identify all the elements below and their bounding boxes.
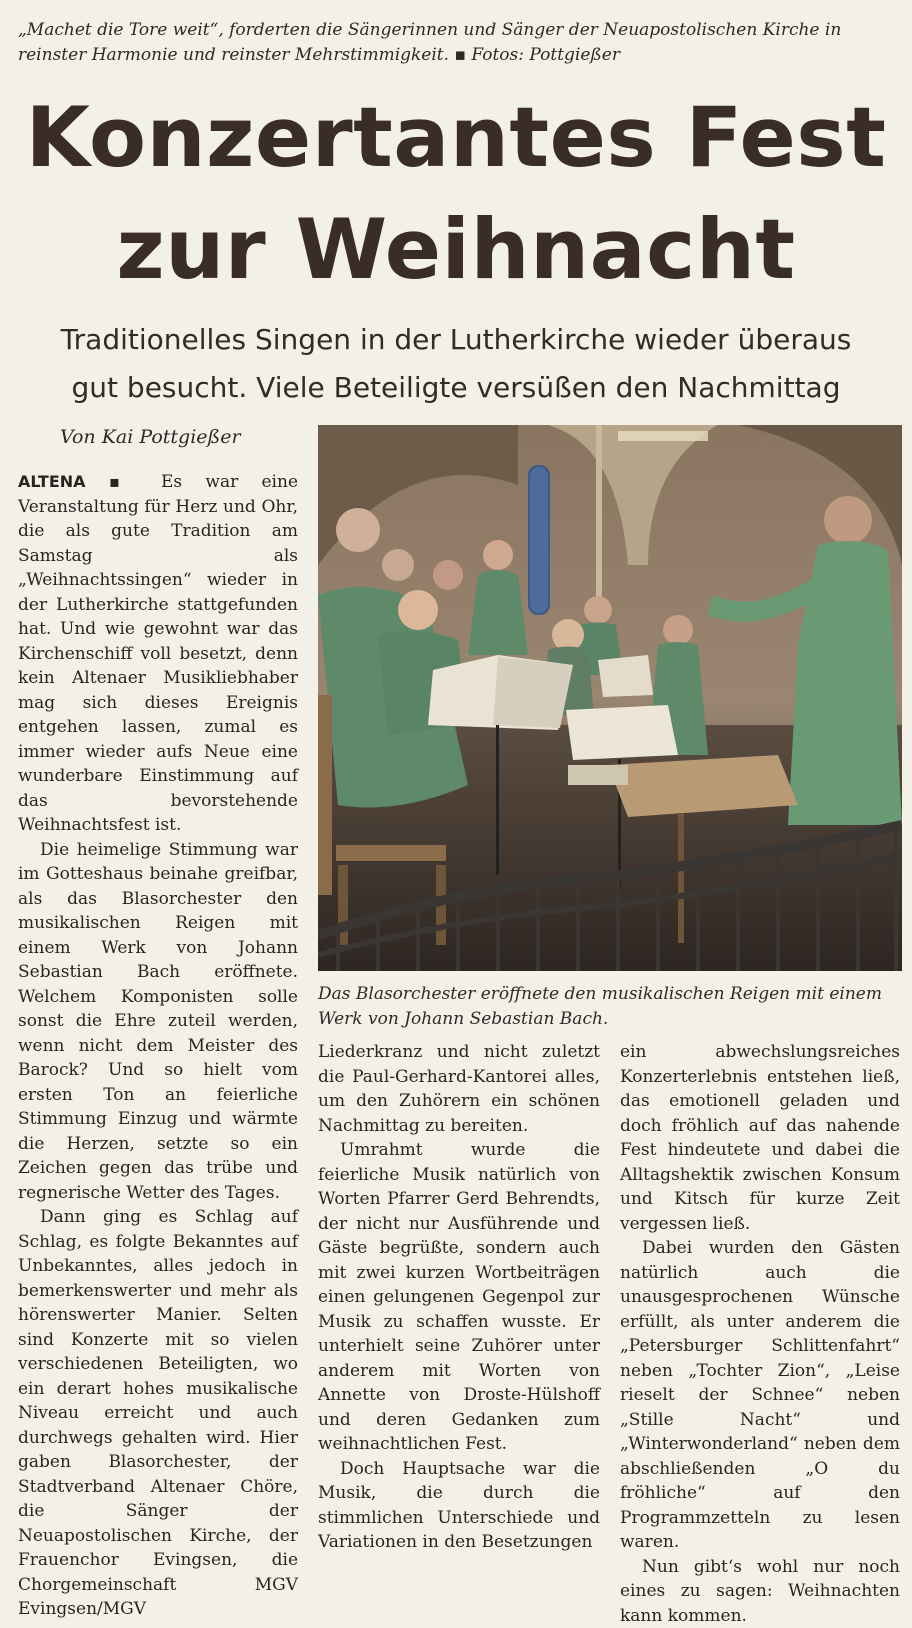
article-paragraph: Umrahmt wurde die feierliche Musik natürlich von Worten Pfarrer Gerd Behrendts, der nicht nur Ausführende und Gäste begrüßte, sondern auch mit zwei kurzen Wortbeiträgen einen gelungenen Gegenpol zur Musik zu schaffen wusste. Er unterhielt seine Zuhörer unter anderem mit Worten von Annette von Droste-Hülshoff und deren Gedanken zum weihnachtlichen Fest. bbox=[318, 1138, 600, 1457]
headline bbox=[0, 82, 912, 306]
headline-line-2: zur Weihnacht bbox=[0, 194, 912, 306]
article-paragraph: Doch Hauptsache war die Musik, die durch die stimmlichen Unterschiede und Variationen in den Besetzungen bbox=[318, 1457, 600, 1555]
article-column-3 bbox=[620, 1040, 900, 1628]
headline-line-1: Konzertantes Fest bbox=[0, 82, 912, 194]
article-column-1 bbox=[18, 470, 298, 1622]
article-paragraph: Nun gibt‘s wohl nur noch eines zu sagen: Weihnachten kann kommen. bbox=[620, 1555, 900, 1628]
byline: Von Kai Pottgießer bbox=[60, 426, 241, 448]
article-column-2 bbox=[318, 1040, 600, 1555]
article-paragraph: Dann ging es Schlag auf Schlag, es folgte Bekanntes auf Unbekanntes, alles jedoch in bemerkenswerter und mehr als hörenswerter Manier. Selten sind Konzerte mit so vielen verschiedenen Beteiligten, wo ein derart hohes musikalische Niveau erreicht und auch durchwegs gehalten wird. Hier gaben Blasorchester, der Stadtverband Altenaer Chöre, die Sänger der Neuapostolischen Kirche, der Frauenchor Evingsen, die Chorgemeinschaft MGV Evingsen/MGV bbox=[18, 1205, 298, 1622]
article-paragraph: Dabei wurden den Gästen natürlich auch die unausgesprochenen Wünsche erfüllt, als unter anderem die „Petersburger Schlittenfahrt“ neben „Tochter Zion“, „Leise rieselt der Schnee“ neben „Stille Nacht“ und „Winterwonderland“ neben dem abschließenden „O du fröhliche“ auf den Programmzetteln zu lesen waren. bbox=[620, 1236, 900, 1555]
photo-caption: Das Blasorchester eröffnete den musikalischen Reigen mit einem Werk von Johann Sebastian Bach. bbox=[318, 982, 902, 1032]
orchestra-photo bbox=[318, 425, 902, 971]
article-paragraph: Liederkranz und nicht zuletzt die Paul-Gerhard-Kantorei alles, um den Zuhörern ein schönen Nachmittag zu bereiten. bbox=[318, 1040, 600, 1138]
article-paragraph: ein abwechslungsreiches Konzerterlebnis entstehen ließ, das emotionell geladen und doch fröhlich auf das nahende Fest hindeutete und dabei die Alltagshektik zwischen Konsum und Kitsch für kurze Zeit vergessen ließ. bbox=[620, 1040, 900, 1236]
subheadline bbox=[10, 316, 902, 412]
subheadline-line-1: Traditionelles Singen in der Lutherkirche wieder überaus bbox=[10, 316, 902, 364]
orchestra-photo-illustration bbox=[318, 425, 902, 971]
top-photo-caption: „Machet die Tore weit“, forderten die Sängerinnen und Sänger der Neuapostolischen Kirche in reinster Harmonie und reinster Mehrstimmigkeit. ▪ Fotos: Pottgießer bbox=[18, 18, 900, 68]
article-paragraph bbox=[18, 470, 298, 838]
dateline: ALTENA ▪ bbox=[18, 472, 138, 491]
article-paragraph-text: Es war eine Veranstaltung für Herz und Ohr, die als gute Tradition am Samstag als „Weihnachtssingen“ wieder in der Lutherkirche stattgefunden hat. Und wie gewohnt war das Kirchenschiff voll besetzt, denn kein Altenaer Musikliebhaber mag sich dieses Ereignis entgehen lassen, zumal es immer wieder aufs Neue eine wunderbare Einstimmung auf das bevorstehende Weihnachtsfest ist. bbox=[18, 472, 298, 835]
subheadline-line-2: gut besucht. Viele Beteiligte versüßen den Nachmittag bbox=[10, 364, 902, 412]
article-paragraph: Die heimelige Stimmung war im Gotteshaus beinahe greifbar, als das Blasorchester den musikalischen Reigen mit einem Werk von Johann Sebastian Bach eröffnete. Welchem Komponisten solle sonst die Ehre zuteil werden, wenn nicht dem Meister des Barock? Und so hielt vom ersten Ton an feierliche Stimmung Einzug und wärmte die Herzen, setzte so ein Zeichen gegen das trübe und regnerische Wetter des Tages. bbox=[18, 838, 298, 1206]
